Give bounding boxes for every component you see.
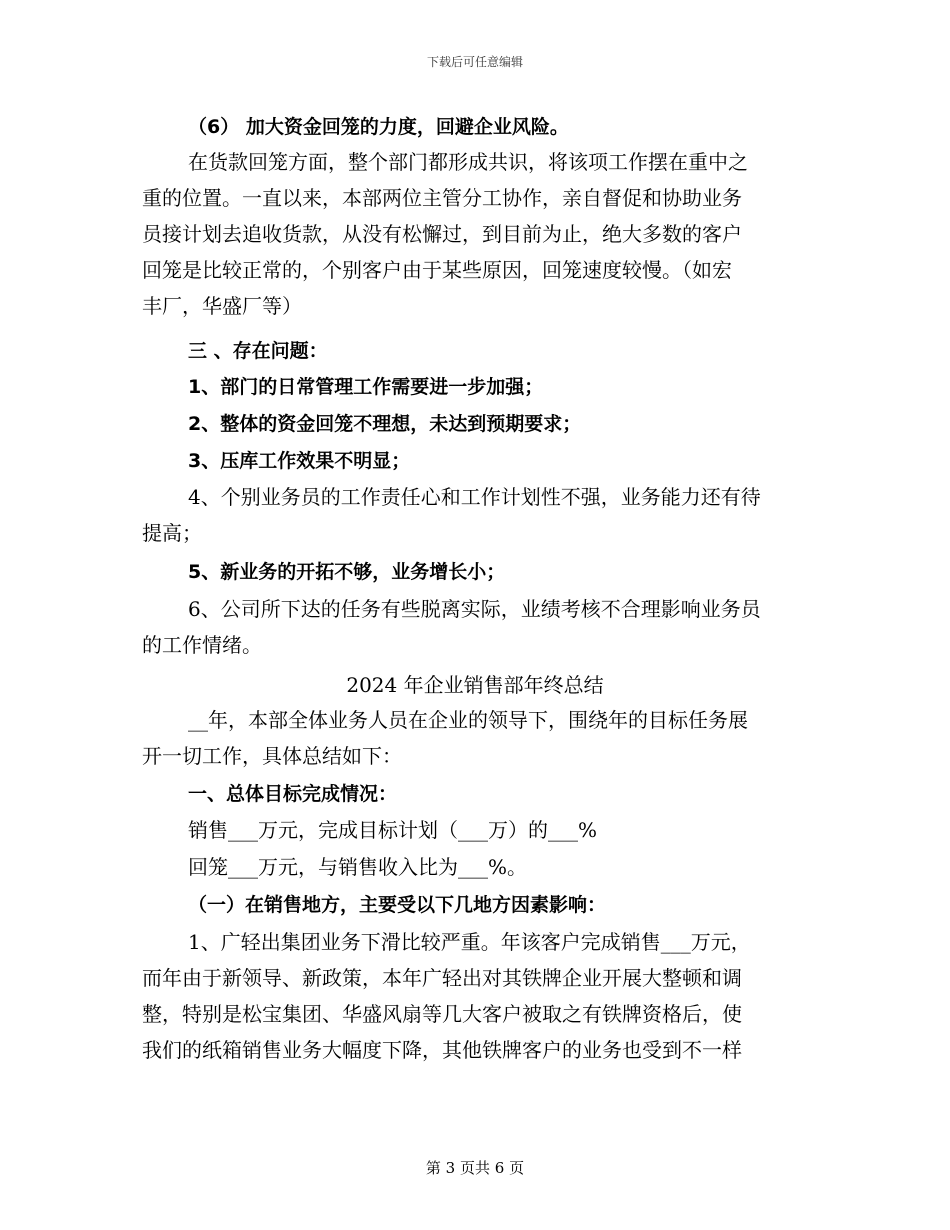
list-item: 1、部门的日常管理工作需要进一步加强； — [188, 376, 544, 398]
paragraph-line: __年，本部全体业务人员在企业的领导下，围绕年的目标任务展 — [188, 708, 748, 732]
list-item: 2、整体的资金回笼不理想，未达到预期要求； — [188, 413, 582, 435]
paragraph-line: 回笼___万元，与销售收入比为___%。 — [188, 855, 528, 879]
section-heading: 一、总体目标完成情况： — [188, 783, 398, 805]
list-item: 4、个别业务员的工作责任心和工作计划性不强，业务能力还有待 — [188, 485, 761, 509]
paragraph-line: 1、广轻出集团业务下滑比较严重。年该客户完成销售___万元， — [188, 930, 751, 954]
paragraph-line: 而年由于新领导、新政策，本年广轻出对其铁牌企业开展大整顿和调 — [142, 966, 742, 990]
paragraph-line: 开一切工作，具体总结如下： — [142, 744, 402, 768]
paragraph-line: 员接计划去追收货款，从没有松懈过，到目前为止，绝大多数的客户 — [142, 222, 742, 246]
document-title: 2024 年企业销售部年终总结 — [346, 673, 604, 697]
paragraph-line: 的工作情绪。 — [142, 633, 262, 657]
paragraph-line: 丰厂，华盛厂等） — [142, 294, 302, 318]
paragraph-line: 我们的纸箱销售业务大幅度下降，其他铁牌客户的业务也受到不一样 — [142, 1038, 742, 1062]
paragraph-line: 整，特别是松宝集团、华盛风扇等几大客户被取之有铁牌资格后，使 — [142, 1002, 742, 1026]
paragraph-line: 销售___万元，完成目标计划（___万）的___% — [188, 818, 598, 842]
paragraph-line: 在货款回笼方面，整个部门都形成共识，将该项工作摆在重中之 — [188, 150, 748, 174]
section-heading: （一）在销售地方，主要受以下几地方因素影响： — [188, 894, 607, 916]
paragraph-line: 重的位置。一直以来，本部两位主管分工协作，亲自督促和协助业务 — [142, 186, 742, 210]
list-item: 5、新业务的开拓不够，业务增长小； — [188, 561, 506, 583]
paragraph-line: 提高； — [142, 521, 202, 545]
page-header: 下载后可任意编辑 — [426, 55, 523, 69]
list-item: 3、压库工作效果不明显； — [188, 450, 411, 472]
section-heading: （6） 加大资金回笼的力度，回避企业风险。 — [188, 116, 569, 138]
paragraph-line: 回笼是比较正常的，个别客户由于某些原因，回笼速度较慢。（如宏 — [142, 258, 732, 282]
list-item: 6、公司所下达的任务有些脱离实际，业绩考核不合理影响业务员 — [188, 597, 761, 621]
section-heading: 三 、存在问题： — [188, 340, 328, 362]
page-footer: 第 3 页共 6 页 — [425, 1159, 525, 1177]
